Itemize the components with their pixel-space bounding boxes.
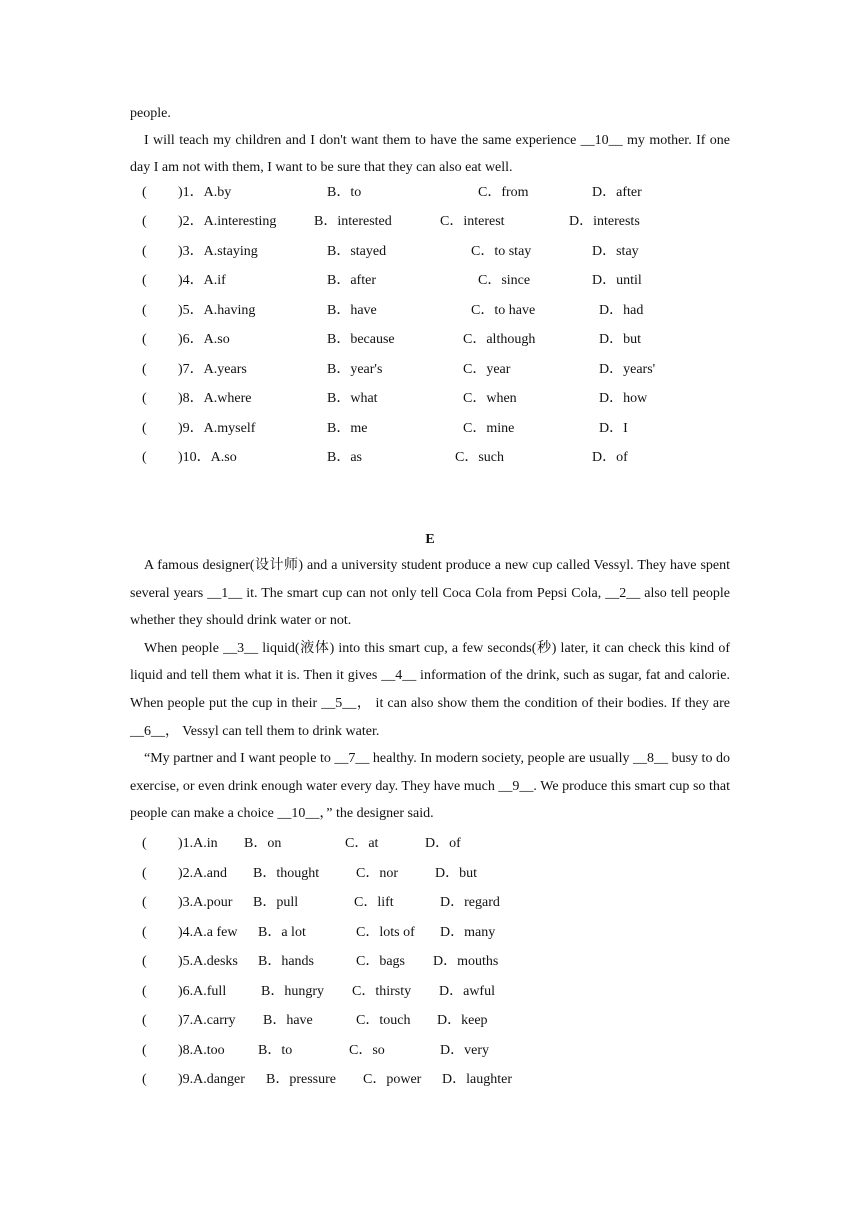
- option-a: )4.A.a few: [178, 925, 238, 940]
- option-b: B．to: [327, 185, 362, 200]
- option-b: B．year's: [327, 362, 383, 377]
- option-a: )8.A.too: [178, 1043, 225, 1058]
- option-a: )2.A.and: [178, 866, 227, 881]
- answer-paren: (: [142, 332, 147, 347]
- option-c: C．from: [478, 185, 529, 200]
- option-c: C．nor: [356, 866, 398, 881]
- option-d: D．regard: [440, 895, 500, 910]
- option-a: )1．A.by: [178, 185, 232, 200]
- option-c: C．although: [463, 332, 536, 347]
- option-d: D．stay: [592, 244, 639, 259]
- option-a: )4．A.if: [178, 273, 226, 288]
- option-b: B．me: [327, 421, 368, 436]
- option-d: D．laughter: [442, 1072, 512, 1087]
- option-b: B．because: [327, 332, 395, 347]
- option-d: D．awful: [439, 984, 495, 999]
- option-d: D．but: [435, 866, 477, 881]
- option-b: B．after: [327, 273, 376, 288]
- blank-8: __8__: [633, 751, 669, 767]
- blank-4: __4__: [381, 668, 417, 684]
- text-run: I will teach my children and I don't want them to have the same experience: [144, 133, 581, 148]
- option-c: C．thirsty: [352, 984, 412, 999]
- option-d: D．had: [599, 303, 644, 318]
- answer-paren: (: [142, 244, 147, 259]
- blank-7: __7__: [334, 751, 370, 767]
- answer-paren: (: [142, 421, 147, 436]
- passage-e-paragraph-2: [130, 635, 730, 745]
- answer-paren: (: [142, 185, 147, 200]
- option-a: )1.A.in: [178, 836, 218, 851]
- text-run: my mother. If one day I am not with them, I want to be sure that they can also eat well.: [130, 133, 730, 175]
- answer-paren: (: [142, 1043, 147, 1058]
- option-c: C．such: [455, 450, 504, 465]
- option-a: )5.A.desks: [178, 954, 238, 969]
- answer-paren: (: [142, 866, 147, 881]
- section-e-heading: E: [425, 532, 435, 547]
- option-d: D．very: [440, 1043, 489, 1058]
- passage-e-paragraph-3: [130, 745, 730, 828]
- option-d: D．but: [599, 332, 641, 347]
- option-c: C．year: [463, 362, 511, 377]
- passage-e-text: [130, 552, 730, 828]
- option-b: B．a lot: [258, 925, 306, 940]
- option-a: )3．A.staying: [178, 244, 258, 259]
- text-run: ， Vessyl can tell them to drink water.: [165, 723, 380, 739]
- answer-paren: (: [142, 836, 147, 851]
- option-c: C．at: [345, 836, 379, 851]
- answer-paren: (: [142, 391, 147, 406]
- option-c: C．lots of: [356, 925, 415, 940]
- option-d: D．how: [599, 391, 648, 406]
- option-b: B．stayed: [327, 244, 387, 259]
- blank-3: __3__: [223, 640, 259, 656]
- option-d: D．mouths: [433, 954, 499, 969]
- answer-paren: (: [142, 1013, 147, 1028]
- text-run: busy to do exercise, or even drink enough water every day. They have much: [130, 751, 730, 794]
- passage-d-paragraph: [130, 127, 730, 181]
- text-run: A famous designer(设计师) and a university student produce a new cup called Vessyl. They have spent several years: [130, 558, 730, 601]
- option-c: C．touch: [356, 1013, 411, 1028]
- option-d: D．interests: [569, 214, 640, 229]
- option-a: )7.A.carry: [178, 1013, 236, 1028]
- text-run: liquid(液体) into this smart cup, a few seconds(秒) later, it can check this kind of liquid and tell them what it is. Then it gives: [130, 640, 730, 684]
- option-d: D．many: [440, 925, 496, 940]
- answer-paren: (: [142, 984, 147, 999]
- option-c: C．interest: [440, 214, 505, 229]
- answer-paren: (: [142, 895, 147, 910]
- option-c: C．to stay: [471, 244, 532, 259]
- option-b: B．what: [327, 391, 378, 406]
- answer-paren: (: [142, 362, 147, 377]
- text-run: ， it can also show them the condition of their bodies. If they are: [356, 695, 730, 711]
- answer-paren: (: [142, 303, 147, 318]
- passage-d-text: [130, 100, 730, 181]
- option-d: D．of: [592, 450, 628, 465]
- option-b: B．hands: [258, 954, 314, 969]
- option-c: C．to have: [471, 303, 536, 318]
- option-c: C．power: [363, 1072, 422, 1087]
- blank-6: __6__: [130, 723, 165, 739]
- answer-paren: (: [142, 1072, 147, 1087]
- option-b: B．to: [258, 1043, 293, 1058]
- option-b: B．have: [327, 303, 377, 318]
- option-b: B．have: [263, 1013, 313, 1028]
- option-c: C．lift: [354, 895, 394, 910]
- option-a: )10．A.so: [178, 450, 237, 465]
- option-b: B．interested: [314, 214, 392, 229]
- blank-1: __1__: [207, 585, 243, 601]
- text-run: information of the drink, such as sugar, fat and calorie. When people put the cup in their: [130, 668, 730, 711]
- text-run: ，” the designer said.: [319, 806, 434, 822]
- text-run: also tell people whether they should drink water or not.: [130, 585, 730, 629]
- option-a: )5．A.having: [178, 303, 256, 318]
- option-a: )7．A.years: [178, 362, 247, 377]
- option-d: D．after: [592, 185, 642, 200]
- option-b: B．thought: [253, 866, 320, 881]
- option-d: D．of: [425, 836, 461, 851]
- option-b: B．pull: [253, 895, 299, 910]
- answer-paren: (: [142, 925, 147, 940]
- option-d: D．keep: [437, 1013, 488, 1028]
- option-a: )2．A.interesting: [178, 214, 277, 229]
- blank-10: __10__: [277, 806, 320, 822]
- blank-2: __2__: [605, 585, 641, 601]
- text-run: “My partner and I want people to: [144, 751, 335, 767]
- option-c: C．so: [349, 1043, 385, 1058]
- text-run: it. The smart cup can not only tell Coca Cola from Pepsi Cola,: [242, 585, 606, 601]
- option-b: B．on: [244, 836, 282, 851]
- text-run: . We produce this smart cup so that people can make a choice: [130, 778, 730, 822]
- option-d: D．until: [592, 273, 642, 288]
- answer-paren: (: [142, 214, 147, 229]
- passage-e-paragraph-1: [130, 552, 730, 635]
- option-a: )9.A.danger: [178, 1072, 245, 1087]
- option-c: C．bags: [356, 954, 405, 969]
- option-b: B．as: [327, 450, 362, 465]
- option-a: )9．A.myself: [178, 421, 256, 436]
- option-a: )3.A.pour: [178, 895, 233, 910]
- text-run: healthy. In modern society, people are usually: [369, 751, 634, 767]
- option-a: )8．A.where: [178, 391, 252, 406]
- option-b: B．pressure: [266, 1072, 336, 1087]
- option-d: D．I: [599, 421, 628, 436]
- option-b: B．hungry: [261, 984, 324, 999]
- answer-paren: (: [142, 954, 147, 969]
- option-c: C．mine: [463, 421, 515, 436]
- blank-5: __5__: [321, 695, 357, 711]
- option-a: )6．A.so: [178, 332, 230, 347]
- answer-paren: (: [142, 273, 147, 288]
- answer-paren: (: [142, 450, 147, 465]
- text-run: When people: [144, 640, 224, 656]
- blank-10: __10__: [580, 133, 623, 148]
- passage-d-line0: people.: [130, 106, 171, 121]
- option-a: )6.A.full: [178, 984, 227, 999]
- blank-9: __9__: [498, 778, 534, 794]
- option-c: C．since: [478, 273, 531, 288]
- option-c: C．when: [463, 391, 517, 406]
- option-d: D．years': [599, 362, 656, 377]
